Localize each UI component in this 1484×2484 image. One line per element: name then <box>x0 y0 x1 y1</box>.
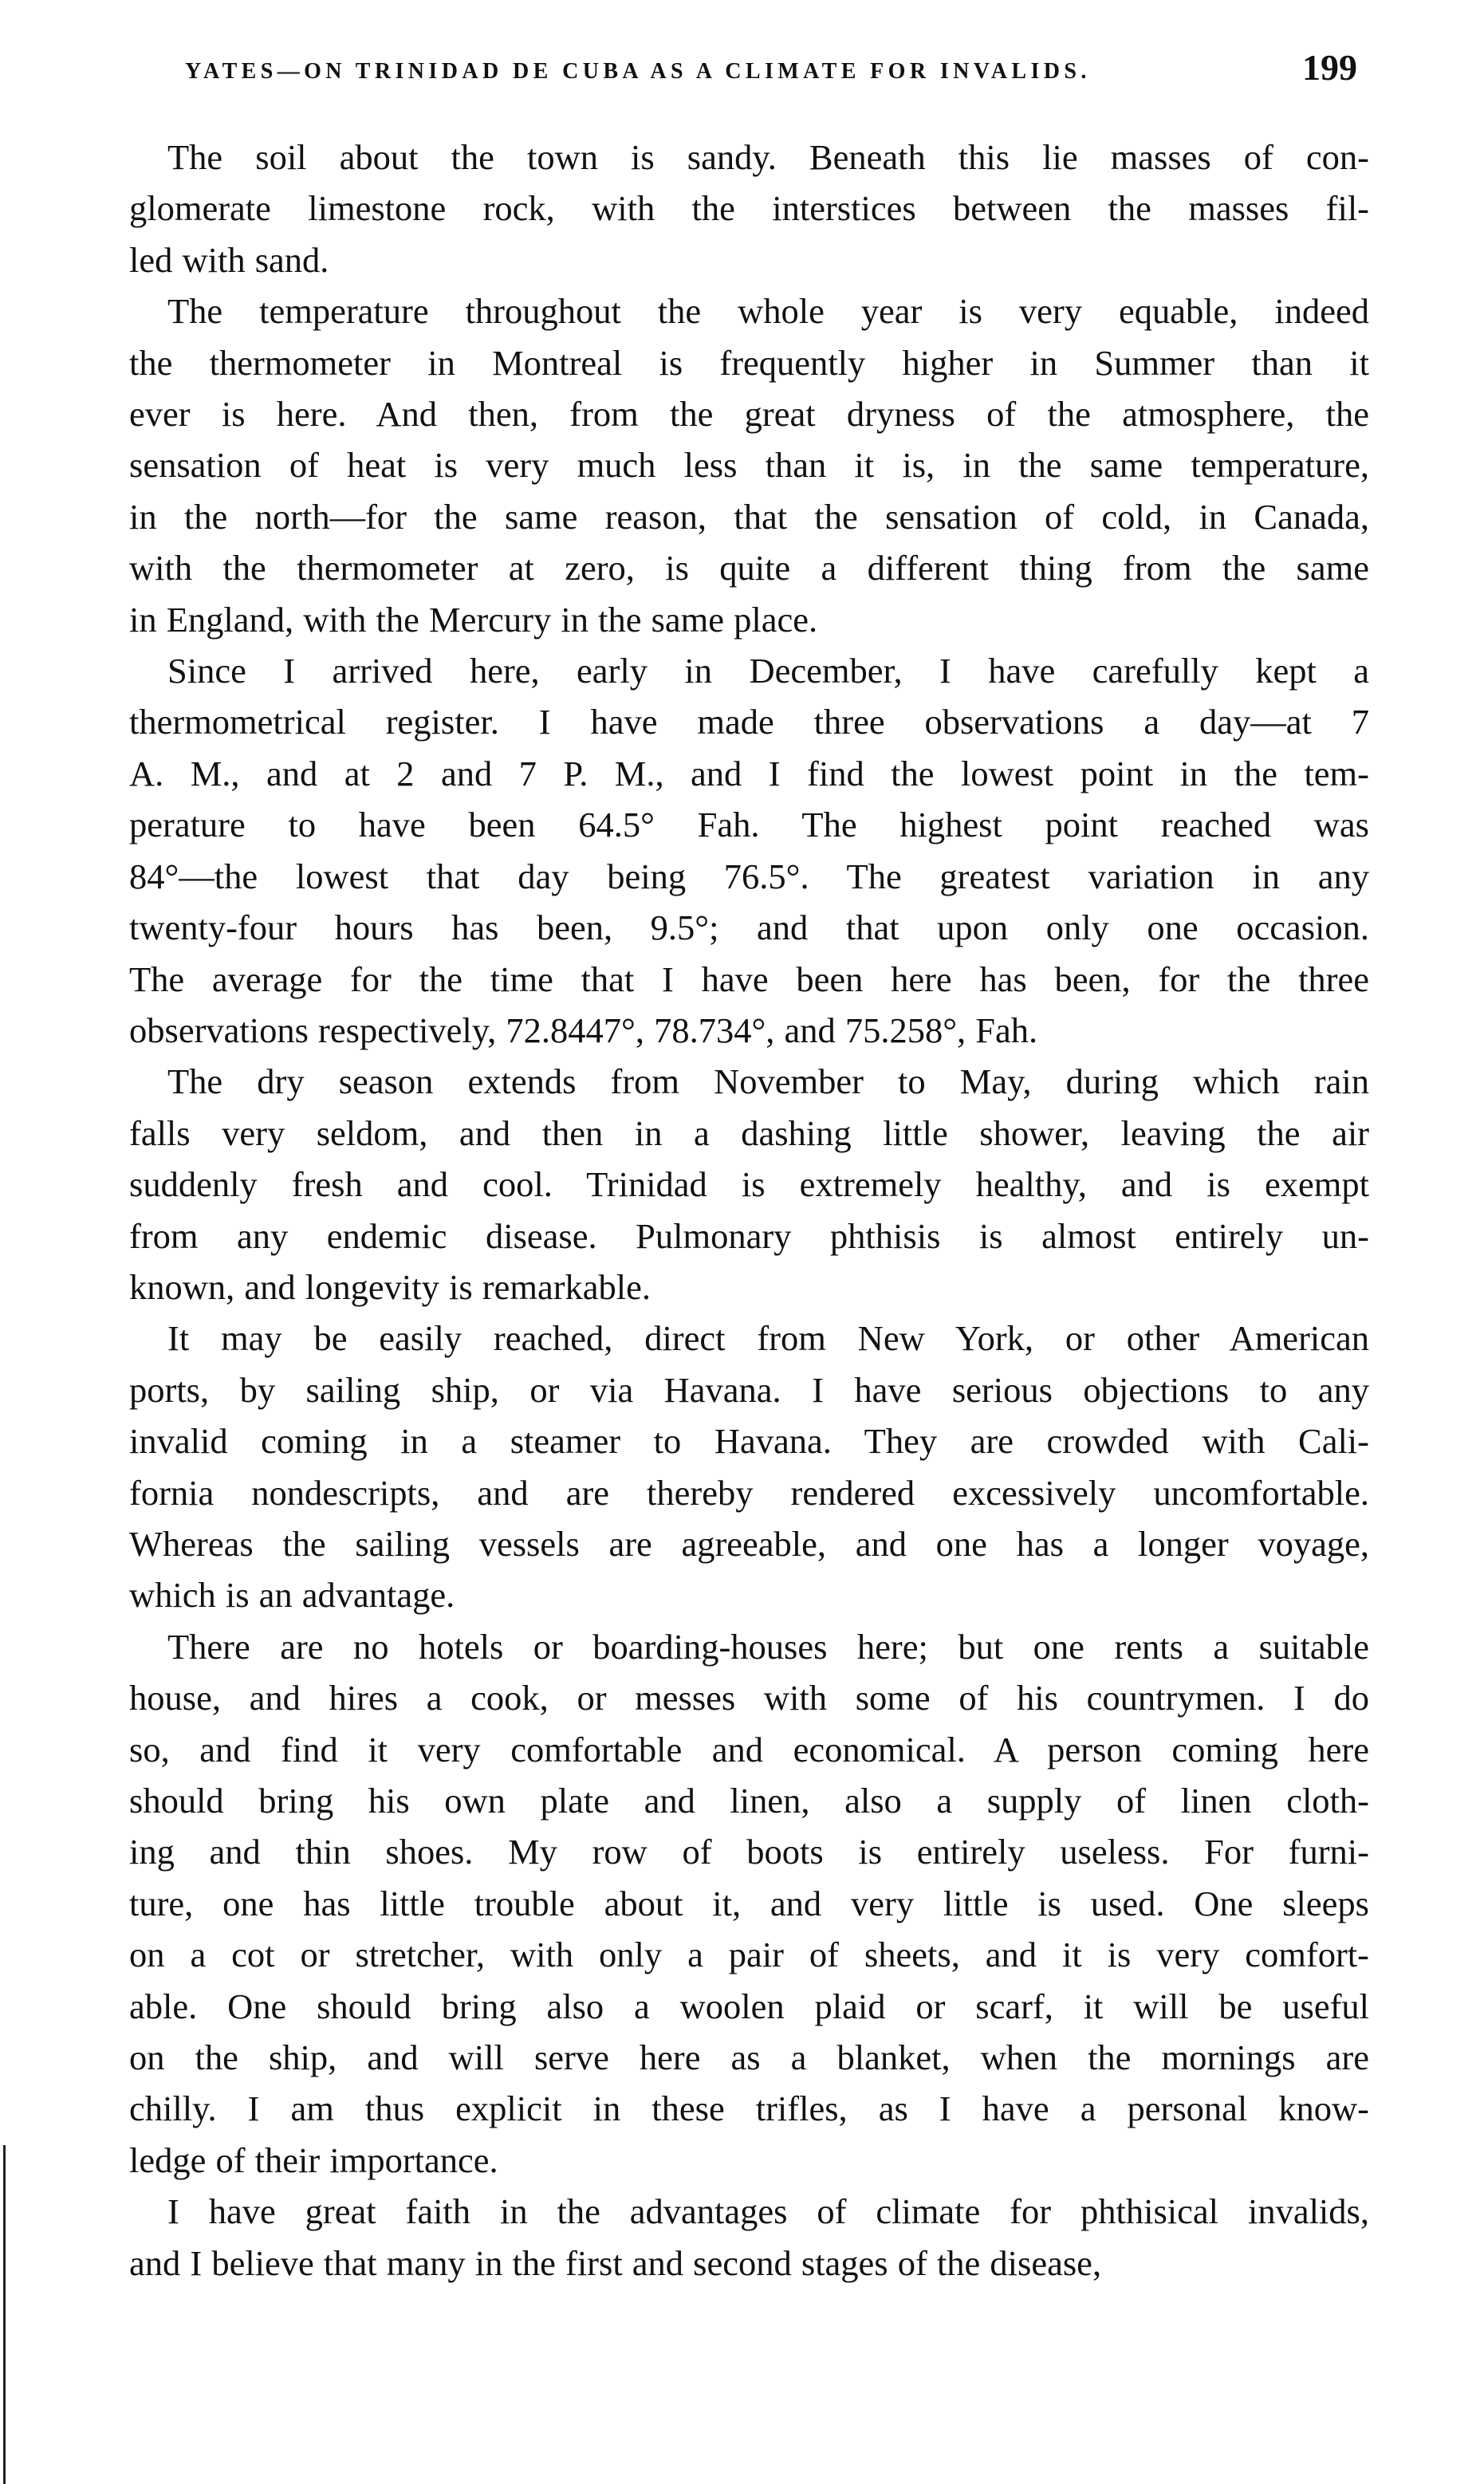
running-title: YATES—ON TRINIDAD DE CUBA AS A CLIMATE FOR INVALIDS. <box>185 59 1091 84</box>
page-edge-shadow <box>3 2145 6 2484</box>
text-line: led with sand. <box>129 239 329 280</box>
text-line: observations respectively, 72.8447°, 78.734°, and 75.258°, Fah. <box>129 1010 1038 1050</box>
text-line: suddenly fresh and cool. Trinidad is extremely healthy, and is exempt <box>129 1164 1369 1205</box>
text-line: perature to have been 64.5° Fah. The highest point reached was <box>129 805 1369 845</box>
text-line: A. M., and at 2 and 7 P. M., and I find the lowest point in the tem- <box>129 753 1369 793</box>
text-line: sensation of heat is very much less than it is, in the same temperature, <box>129 445 1369 486</box>
text-line: known, and longevity is remarkable. <box>129 1266 651 1307</box>
text-line: It may be easily reached, direct from New York, or other American <box>167 1318 1369 1359</box>
running-header <box>185 46 1357 94</box>
text-line: ever is here. And then, from the great dryness of the atmosphere, the <box>129 394 1369 435</box>
text-line: I have great faith in the advantages of climate for phthisical invalids, <box>167 2191 1369 2232</box>
text-line: fornia nondescripts, and are thereby rendered excessively uncomfortable. <box>129 1472 1369 1513</box>
paragraph <box>129 2186 1369 2289</box>
paragraph <box>129 1621 1369 2186</box>
text-line: Since I arrived here, early in December, I have carefully kept a <box>167 651 1369 691</box>
text-line: in England, with the Mercury in the same place. <box>129 599 818 640</box>
text-line: ledge of their importance. <box>129 2140 498 2180</box>
text-line: ture, one has little trouble about it, and very little is used. One sleeps <box>129 1883 1369 1923</box>
text-line: twenty-four hours has been, 9.5°; and that upon only one occasion. <box>129 907 1369 948</box>
text-line: The soil about the town is sandy. Beneath this lie masses of con- <box>167 137 1369 177</box>
text-line: The average for the time that I have been here has been, for the three <box>129 959 1369 999</box>
text-line: ports, by sailing ship, or via Havana. I have serious objections to any <box>129 1369 1369 1410</box>
text-line: on the ship, and will serve here as a blanket, when the mornings are <box>129 2037 1369 2078</box>
page-number: 199 <box>1302 47 1357 88</box>
text-line: house, and hires a cook, or messes with some of his countrymen. I do <box>129 1678 1369 1718</box>
paragraph <box>129 1313 1369 1620</box>
text-line: from any endemic disease. Pulmonary phthisis is almost entirely un- <box>129 1215 1369 1256</box>
text-line: falls very seldom, and then in a dashing little shower, leaving the air <box>129 1112 1369 1153</box>
text-line: on a cot or stretcher, with only a pair of sheets, and it is very comfort- <box>129 1935 1369 1975</box>
text-line: able. One should bring also a woolen plaid or scarf, it will be useful <box>129 1986 1369 2026</box>
text-line: The dry season extends from November to May, during which rain <box>167 1061 1369 1102</box>
paragraph <box>129 285 1369 645</box>
text-line: with the thermometer at zero, is quite a different thing from the same <box>129 548 1369 589</box>
text-line: the thermometer in Montreal is frequently higher in Summer than it <box>129 342 1369 383</box>
text-line: in the north—for the same reason, that the sensation of cold, in Canada, <box>129 496 1369 537</box>
text-line: glomerate limestone rock, with the interstices between the masses fil- <box>129 188 1369 229</box>
paragraph <box>129 645 1369 1056</box>
text-line: There are no hotels or boarding-houses here; but one rents a suitable <box>167 1626 1369 1667</box>
text-line: which is an advantage. <box>129 1575 455 1616</box>
text-line: so, and find it very comfortable and economical. A person coming here <box>129 1729 1369 1770</box>
text-line: ing and thin shoes. My row of boots is entirely useless. For furni- <box>129 1832 1369 1872</box>
text-line: thermometrical register. I have made three observations a day—at 7 <box>129 702 1369 742</box>
text-line: chilly. I am thus explicit in these trifles, as I have a personal know- <box>129 2088 1369 2129</box>
text-line: should bring his own plate and linen, also a supply of linen cloth- <box>129 1781 1369 1821</box>
text-line: invalid coming in a steamer to Havana. They are crowded with Cali- <box>129 1421 1369 1462</box>
paragraph <box>129 1056 1369 1313</box>
body-text <box>129 132 1369 2289</box>
text-line: and I believe that many in the first and second stages of the disease, <box>129 2242 1102 2283</box>
text-line: Whereas the sailing vessels are agreeable, and one has a longer voyage, <box>129 1523 1369 1564</box>
text-line: 84°—the lowest that day being 76.5°. The greatest variation in any <box>129 856 1369 896</box>
paragraph <box>129 132 1369 285</box>
text-line: The temperature throughout the whole year is very equable, indeed <box>167 291 1369 332</box>
